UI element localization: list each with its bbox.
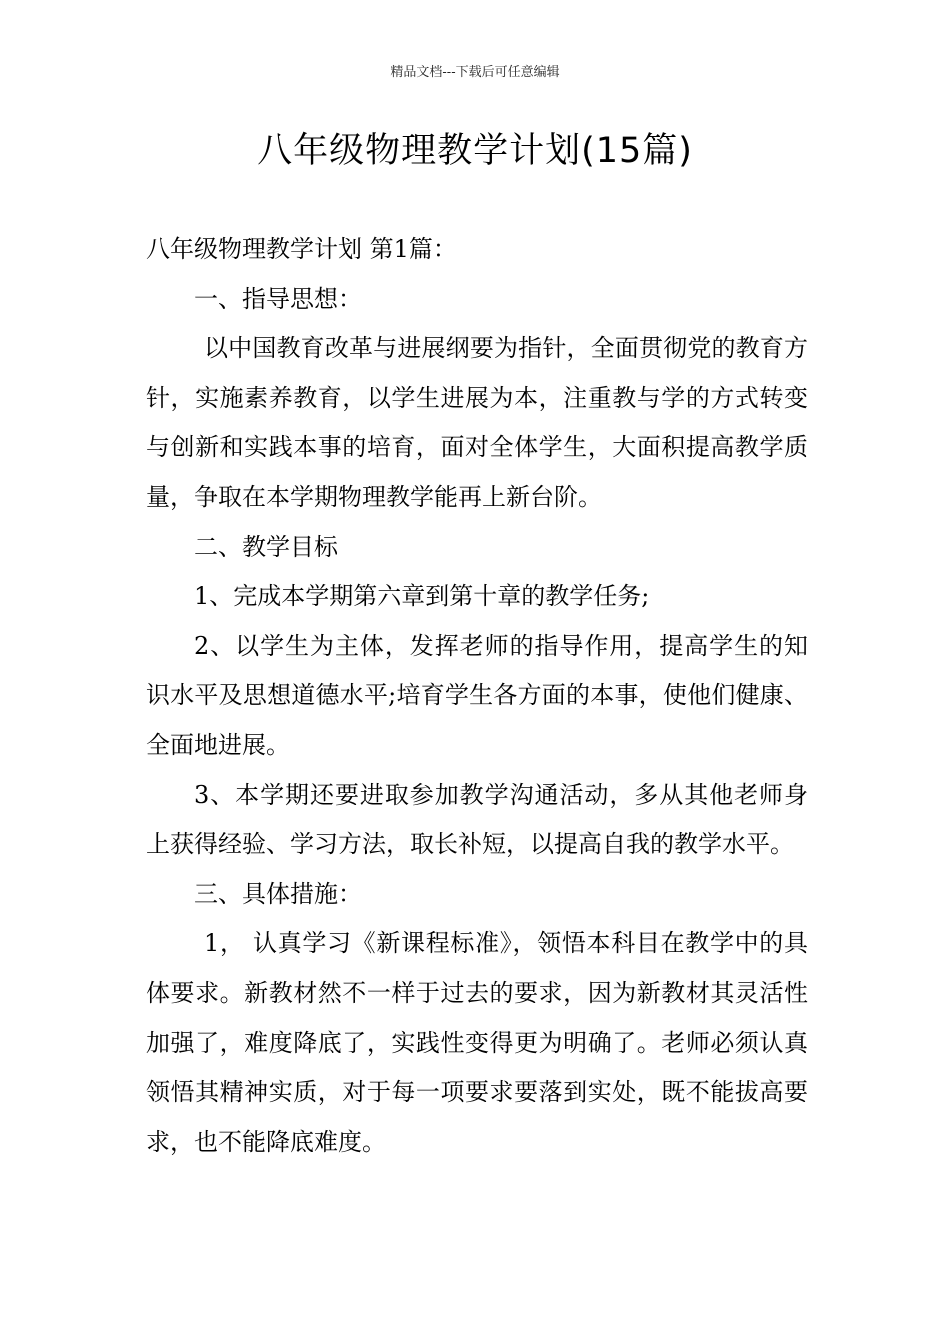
section-intro-line: 八年级物理教学计划 第1篇： bbox=[146, 235, 457, 263]
paragraph-guiding-thought: 以中国教育改革与进展纲要为指针，全面贯彻党的教育方针，实施素养教育，以学生进展为本，注重教与学的方式转变与创新和实践本事的培育，面对全体学生，大面积提高教学质量，争取在本学期物理教学能再上新台阶。 bbox=[146, 334, 808, 511]
goal-item-2: 2、以学生为主体，发挥老师的指导作用，提高学生的知识水平及思想道德水平;培育学生各方面的本事，使他们健康、全面地进展。 bbox=[146, 631, 808, 759]
heading-specific-measures: 三、具体措施： bbox=[194, 879, 362, 908]
goal-item-3: 3、本学期还要进取参加教学沟通活动，多从其他老师身上获得经验、学习方法，取长补短，以提高自我的教学水平。 bbox=[146, 780, 808, 859]
heading-teaching-goals: 二、教学目标 bbox=[194, 532, 338, 561]
measure-item-1: 1， 认真学习《新课程标准》，领悟本科目在教学中的具体要求。新教材然不一样于过去的要求，因为新教材其灵活性加强了，难度降底了，实践性变得更为明确了。老师必须认真领悟其精神实质，对于每一项要求要落到实处，既不能拔高要求，也不能降底难度。 bbox=[146, 929, 808, 1156]
document-title: 八年级物理教学计划(15篇) bbox=[257, 131, 693, 171]
heading-guiding-thought: 一、指导思想： bbox=[194, 284, 362, 313]
goal-item-1: 1、完成本学期第六章到第十章的教学任务; bbox=[194, 582, 650, 611]
document-body bbox=[146, 225, 808, 1167]
header-note: 精品文档---下载后可任意编辑 bbox=[390, 65, 560, 80]
